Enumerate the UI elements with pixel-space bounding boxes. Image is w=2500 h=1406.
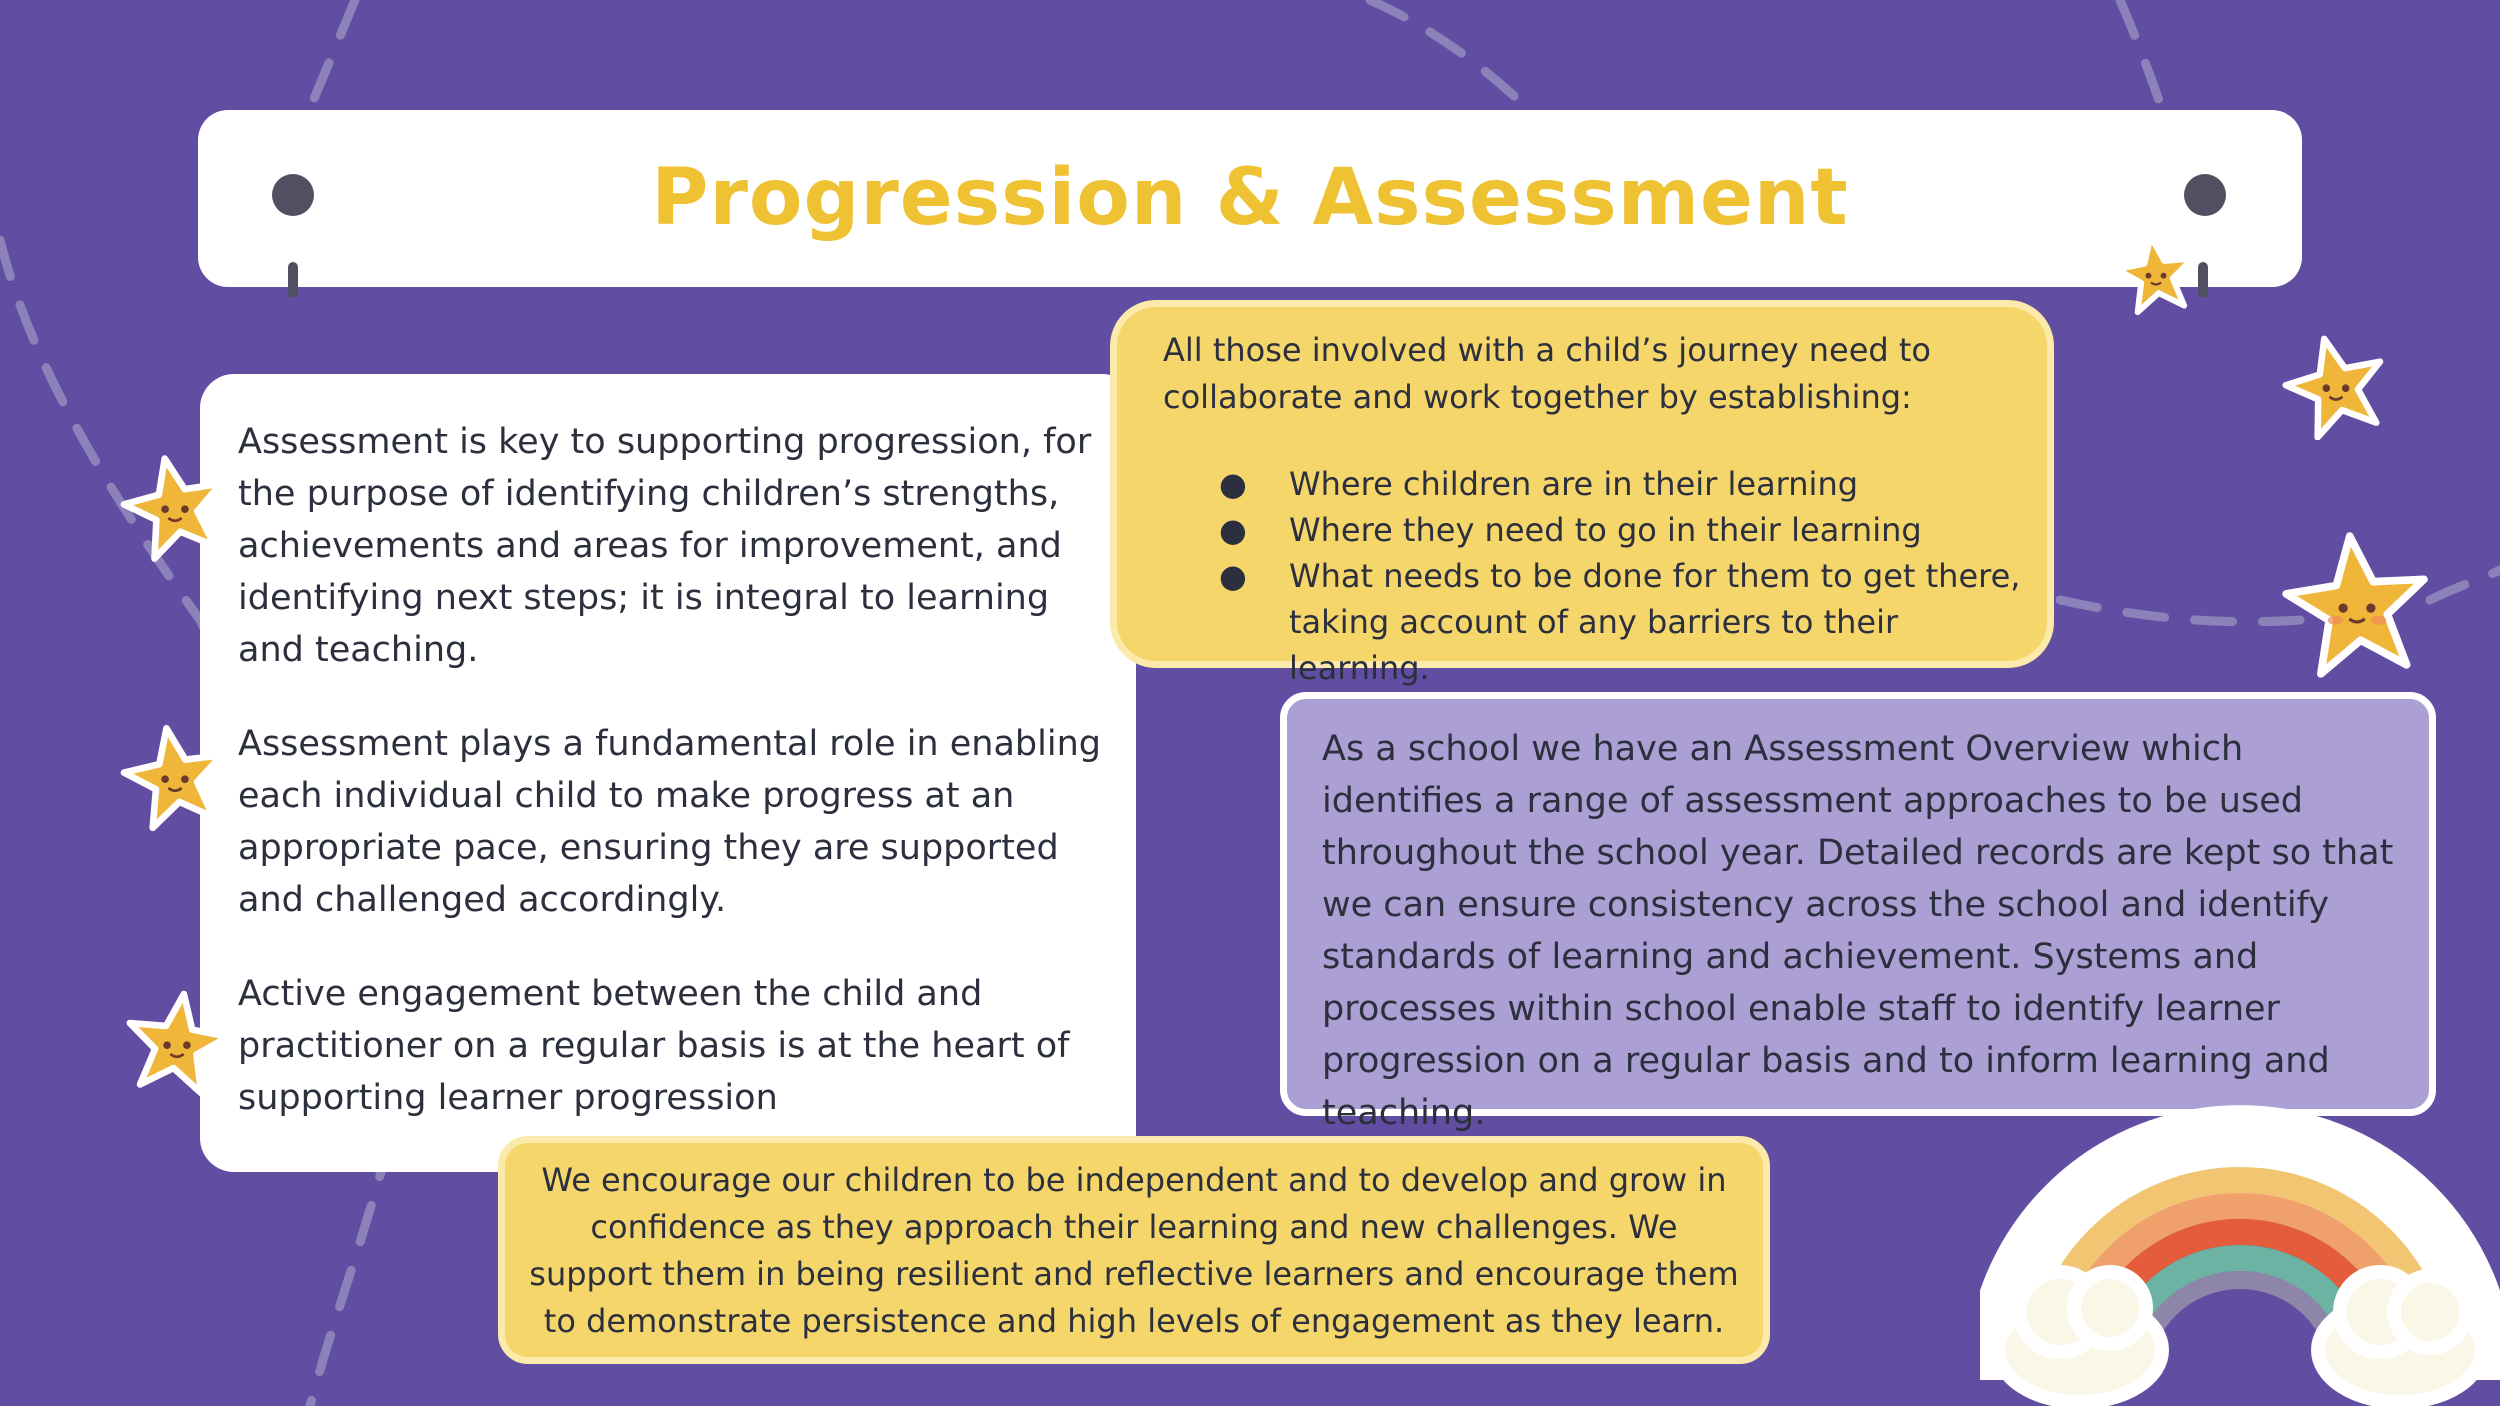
assessment-overview-text: As a school we have an Assessment Overview which identifies a range of assessment approaches to be used throughout the school year. Detailed records are kept so that we can ensure consistency across the school and identify standards of learning and achievement. Systems and processes within school enable staff to identify learner progression on a regular basis and to inform learning and teaching. (1322, 729, 2394, 1133)
list-item: ● Where children are in their learning (1163, 461, 2043, 507)
star-icon (2282, 332, 2390, 440)
independence-text: We encourage our children to be independent and to develop and grow in confidence as they approach their learning and new challenges. We support them in being resilient and reflective learners and encourage them to demonstrate persistence and high levels of engagement as they learn. (529, 1161, 1739, 1340)
bullet-icon: ● (1219, 557, 1247, 595)
star-icon (122, 988, 232, 1098)
page-title: Progression & Assessment (651, 153, 1849, 243)
bullet-icon: ● (1219, 465, 1247, 503)
collaboration-list (1163, 461, 2043, 691)
star-icon (120, 722, 230, 832)
title-banner (198, 110, 2302, 287)
list-item: ● What needs to be done for them to get there, taking account of any barriers to their learning. (1163, 553, 2043, 691)
independence-card (498, 1136, 1770, 1364)
assessment-paragraph-2: Assessment plays a fundamental role in enabling each individual child to make progress at an appropriate pace, ensuring they are supported and challenged accordingly. (238, 724, 1101, 920)
star-icon (2114, 232, 2198, 316)
star-icon (120, 452, 230, 562)
collaboration-card (1110, 300, 2054, 687)
list-item: ● Where they need to go in their learning (1163, 507, 2043, 553)
star-icon (2280, 528, 2434, 682)
assessment-paragraph-1: Assessment is key to supporting progression, for the purpose of identifying children’s strengths, achievements and areas for improvement, and identifying next steps; it is integral to learning and teaching. (238, 422, 1092, 670)
collaboration-intro: All those involved with a child’s journey need to collaborate and work together by establishing: (1163, 331, 1931, 416)
assessment-paragraph-3: Active engagement between the child and practitioner on a regular basis is at the heart of supporting learner progression (238, 974, 1070, 1118)
assessment-info-card (200, 374, 1136, 1172)
rainbow-icon (1980, 1050, 2500, 1406)
bullet-icon: ● (1219, 511, 1247, 549)
